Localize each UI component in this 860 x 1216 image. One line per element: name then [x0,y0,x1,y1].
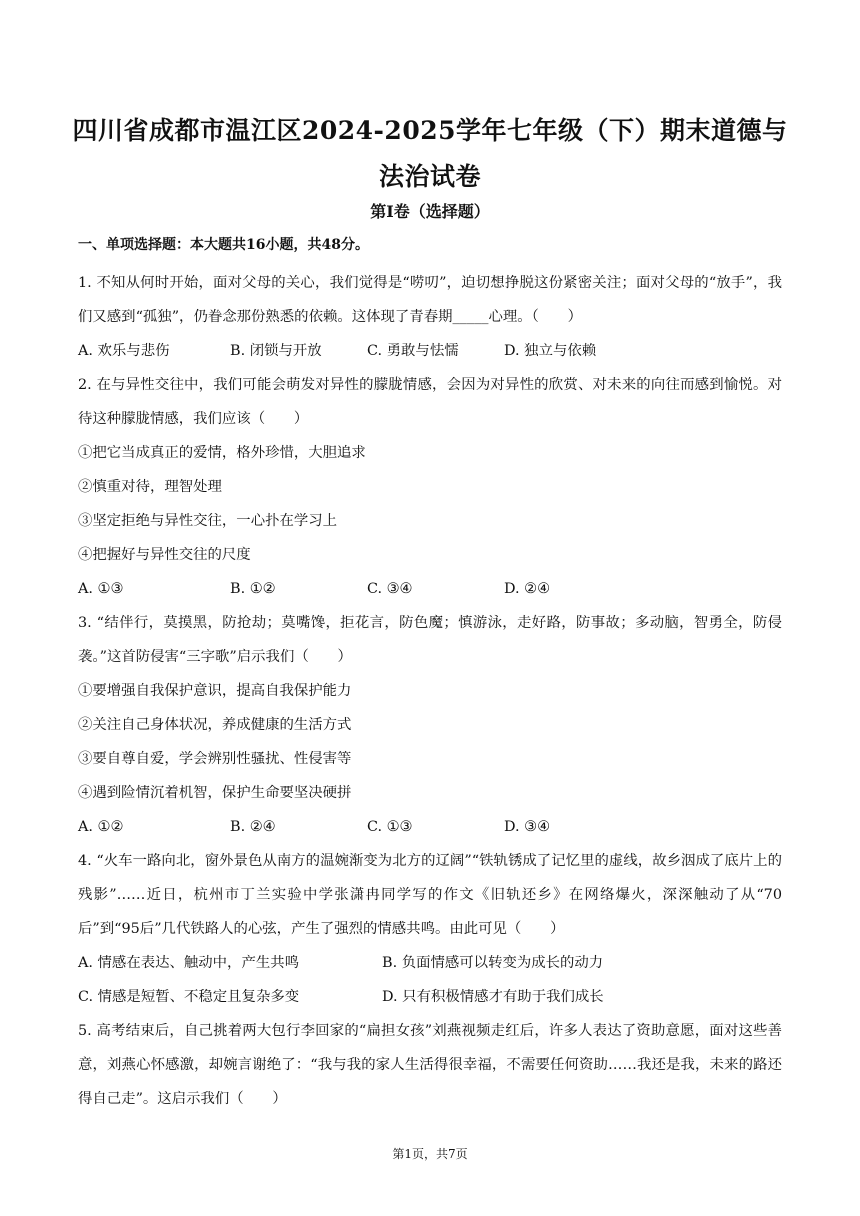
options-row [78,810,782,844]
option-b: B. ②④ [230,819,276,835]
statement-item: ④把握好与异性交往的尺度 [78,547,251,563]
question-1 [78,266,782,368]
page-title: 四川省成都市温江区2024-2025学年七年级（下）期末道德与法治试卷 [72,116,788,191]
option-a: A. 情感在表达、触动中，产生共鸣 [78,955,300,971]
options-row [78,980,782,1014]
statement-item: ③要自尊自爱，学会辨别性骚扰、性侵害等 [78,751,352,767]
section-heading: 一、单项选择题：本大题共16小题，共48分。 [78,237,369,253]
statement-item: ①把它当成真正的爱情，格外珍惜，大胆追求 [78,445,366,461]
option-b: B. 负面情感可以转变为成长的动力 [382,955,604,971]
option-d: D. 只有积极情感才有助于我们成长 [382,989,604,1005]
question-stem: 5. 高考结束后，自己挑着两大包行李回家的“扁担女孩”刘燕视频走红后，许多人表达了资助意愿，面对这些善意，刘燕心怀感激，却婉言谢绝了：“我与我的家人生活得很幸福，不需要任何资助……我还是我，未来的路还得自己走”。这启示我们（ ） [78,1023,782,1107]
options-row [78,946,782,980]
option-b: B. 闭锁与开放 [230,343,322,359]
statement-item: ②关注自己身体状况，养成健康的生活方式 [78,717,352,733]
part-heading: 第I卷（选择题） [370,202,490,221]
option-d: D. 独立与依赖 [504,343,597,359]
option-c: C. ③④ [367,581,413,597]
page-footer: 第1页，共7页 [392,1147,468,1161]
option-d: D. ③④ [504,819,550,835]
question-3 [78,606,782,844]
option-a: A. ①② [78,819,124,835]
option-d: D. ②④ [504,581,550,597]
question-4 [78,844,782,1014]
question-stem: 1. 不知从何时开始，面对父母的关心，我们觉得是“唠叨”，迫切想挣脱这份紧密关注；面对父母的“放手”，我们又感到“孤独”，仍眷念那份熟悉的依赖。这体现了青春期_____心理。（ ） [78,275,782,325]
option-b: B. ①② [230,581,276,597]
statement-item: ④遇到险情沉着机智，保护生命要坚决硬拼 [78,785,352,801]
question-5 [78,1014,782,1116]
option-c: C. 勇敢与怯懦 [367,343,459,359]
option-c: C. ①③ [367,819,413,835]
statement-item: ②慎重对待，理智处理 [78,479,222,495]
question-list [78,266,782,1116]
question-stem: 4. “火车一路向北，窗外景色从南方的温婉渐变为北方的辽阔”“铁轨锈成了记忆里的虚线，故乡洇成了底片上的残影”……近日，杭州市丁兰实验中学张潇冉同学写的作文《旧轨还乡》在网络爆火，深深触动了从“70后”到“95后”几代铁路人的心弦，产生了强烈的情感共鸣。由此可见（ ） [78,853,782,937]
statement-item: ③坚定拒绝与异性交往，一心扑在学习上 [78,513,338,529]
question-stem: 3. “结伴行，莫摸黑，防抢劫；莫嘴馋，拒花言，防色魔；慎游泳，走好路，防事故；多动脑，智勇全，防侵袭。”这首防侵害“三字歌”启示我们（ ） [78,615,782,665]
options-row [78,334,782,368]
question-2 [78,368,782,606]
option-a: A. 欢乐与悲伤 [78,343,170,359]
options-row [78,572,782,606]
option-a: A. ①③ [78,581,124,597]
option-c: C. 情感是短暂、不稳定且复杂多变 [78,989,300,1005]
statement-item: ①要增强自我保护意识，提高自我保护能力 [78,683,352,699]
question-stem: 2. 在与异性交往中，我们可能会萌发对异性的朦胧情感，会因为对异性的欣赏、对未来的向往而感到愉悦。对待这种朦胧情感，我们应该（ ） [78,377,782,427]
